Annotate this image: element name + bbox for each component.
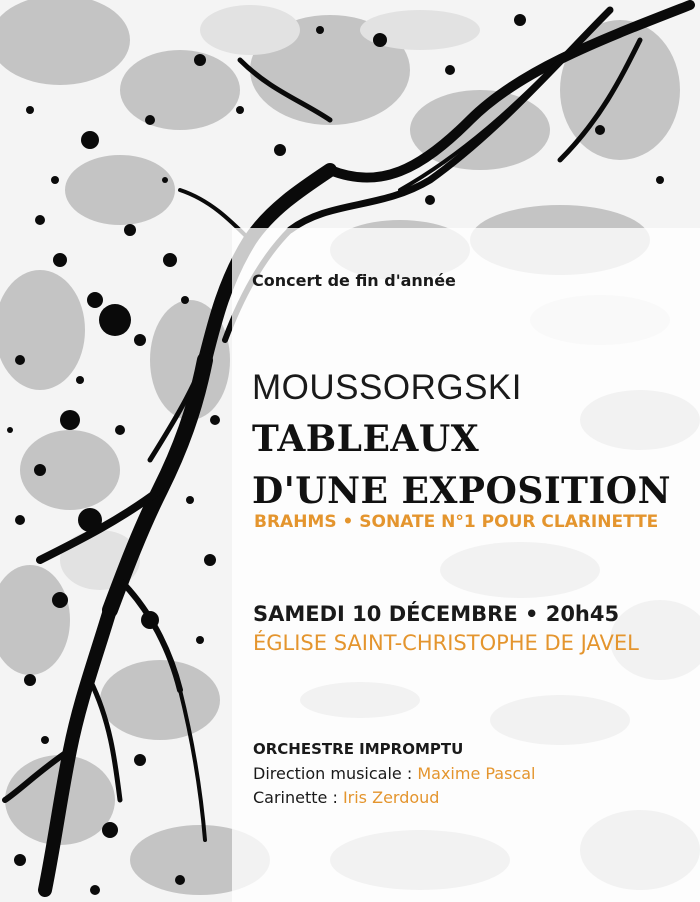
event-date-time: SAMEDI 10 DÉCEMBRE • 20h45 (253, 602, 620, 626)
credit-person: Maxime Pascal (417, 764, 536, 783)
credit-role: Direction musicale : (253, 764, 418, 783)
second-work: BRAHMS • SONATE N°1 POUR CLARINETTE (254, 512, 659, 532)
credit-conductor (253, 764, 535, 783)
composer-name: MOUSSORGSKI (252, 368, 522, 407)
work-title-line2: D'UNE EXPOSITION (252, 470, 672, 512)
credit-role: Carinette : (253, 788, 343, 807)
work-title-line1: TABLEAUX (252, 418, 480, 460)
concert-subtitle: Concert de fin d'année (252, 271, 456, 290)
credit-person: Iris Zerdoud (342, 788, 440, 807)
event-venue: ÉGLISE SAINT-CHRISTOPHE DE JAVEL (253, 631, 639, 655)
orchestra-name: ORCHESTRE IMPROMPTU (253, 740, 464, 758)
credit-clarinet (253, 788, 439, 807)
